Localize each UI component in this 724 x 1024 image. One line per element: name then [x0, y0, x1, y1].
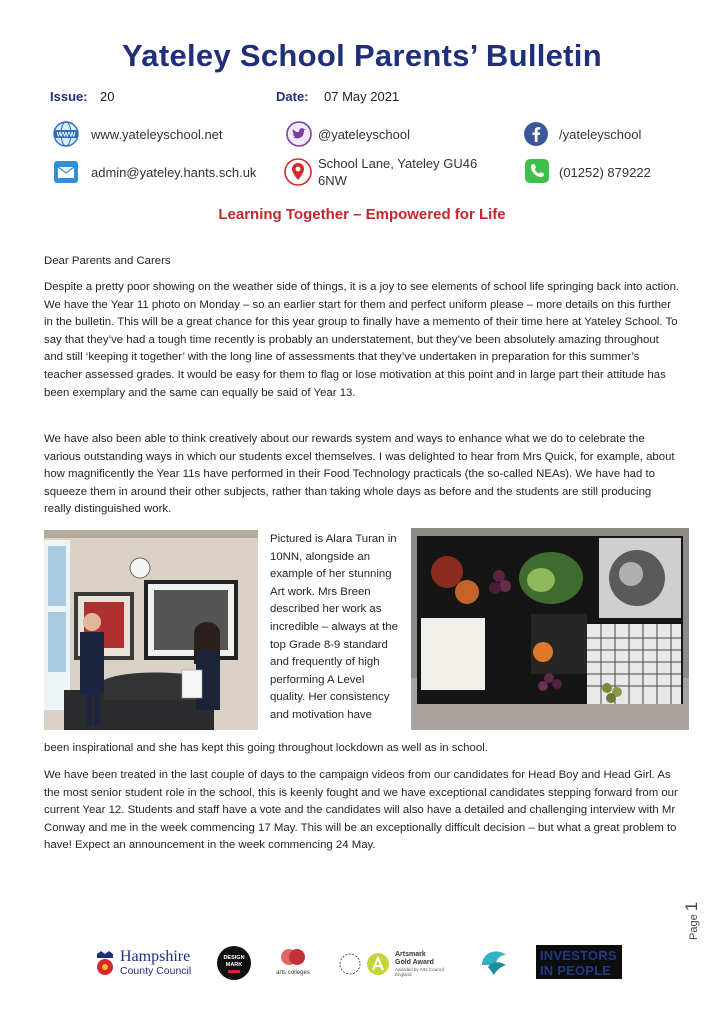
- issue-value: 20: [100, 89, 115, 104]
- paragraph-3: We have been treated in the last couple of days to the campaign videos from our candidates for Head Boy and Head Girl. As the most senior student role in the school, this is keenly fought and we have exceptional candidates stepping forward from our current Year 12. Students and staff have a vote and the candidates will also have a detailed and challenging interview with Mr Conway and me in the week commencing 17 May. This will be an exceptionally difficult decision – but what a great problem to have! Expect an announcement in the week commencing 24 May.: [44, 769, 678, 852]
- twitter-link[interactable]: @yateleyschool: [318, 127, 410, 142]
- facebook-icon: [523, 121, 549, 147]
- phone-number[interactable]: (01252) 879222: [559, 165, 651, 180]
- facebook-link[interactable]: /yateleyschool: [559, 127, 642, 142]
- twitter-icon: [286, 121, 312, 147]
- globe-icon: [53, 121, 79, 147]
- investors-line2: IN PEOPLE: [540, 963, 612, 978]
- arts-colleges-logo: [273, 946, 313, 980]
- artwork-photo: [411, 528, 689, 730]
- bulletin-title: Yateley School Parents’ Bulletin: [122, 38, 602, 73]
- issue-label: Issue:: [50, 89, 88, 104]
- salutation: Dear Parents and Carers: [44, 255, 171, 267]
- paragraph-1: Despite a pretty poor showing on the weather side of things, it is a joy to see elements of school life springing back into action. We have the Year 11 photo on Monday – so an earlier start for them and perfect uniform please – more details on this further in the bulletin. This will be a great chance for this year group to finally have a memento of their time here at Yateley School. To say that they’ve had a tough time recently is probably an understatement, but they’ve been absolutely amazing throughout and still ‘keeping it together’ with the long line of assessments that they’ve undertaken in preparation for this summer’s teacher assessed grades. It would be easy for them to flag or lose motivation at this point and in large part their attitude has been exemplary and the same can equally be said of Year 13.: [44, 281, 680, 399]
- student-photo: [44, 530, 258, 730]
- website-link[interactable]: www.yateleyschool.net: [91, 127, 223, 142]
- arts-colleges-text: arts colleges: [276, 970, 310, 976]
- paragraph-2: We have also been able to think creatively about our rewards system and ways to enhance what we do to celebrate the various outstanding ways in which our students excel themselves. I was delighted to hear from Mrs Quick, for example, about how magnificently the Year 11s have performed in their Food Technology practicals (the so-called NEAs). We have had to squeeze them in around their other subjects, rather than taking whole days as before and the students are still producing really distinguished work.: [44, 433, 675, 516]
- artsmark-line3: Awarded by Arts Council England: [395, 967, 444, 977]
- phone-icon: [525, 159, 549, 183]
- page-number-value: 1: [682, 901, 701, 912]
- teal-partner-logo: [478, 945, 512, 979]
- location-pin-icon: [284, 157, 312, 187]
- hampshire-logo: [94, 948, 204, 978]
- arts-council-circle-icon: [338, 952, 362, 976]
- caption-continued: been inspirational and she has kept this going throughout lockdown as well as in school.: [44, 742, 488, 754]
- artsmark-logo: [338, 950, 444, 978]
- address-text: School Lane, Yateley GU46 6NW: [318, 156, 478, 188]
- date-value: 07 May 2021: [324, 89, 400, 104]
- page-label: Page: [688, 914, 700, 940]
- email-icon: [53, 159, 79, 185]
- hampshire-rose-icon: [94, 950, 116, 976]
- tagline: Learning Together – Empowered for Life: [218, 206, 506, 223]
- hampshire-line1: Hampshire: [120, 948, 191, 965]
- page-number: [682, 902, 702, 940]
- hampshire-line2: County Council: [120, 965, 192, 977]
- artsmark-line1: Artsmark: [395, 951, 426, 958]
- arts-colleges-mark-icon: [280, 946, 306, 968]
- investors-line1: INVESTORS: [540, 948, 617, 963]
- photo-caption: Pictured is Alara Turan in 10NN, alongside an example of her stunning Art work. Mrs Breen described her work as incredible – always at the top Grade 8-9 standard and frequently of high performing A Level quality. Her consistency and motivation have: [270, 533, 398, 721]
- investors-in-people-logo: [536, 945, 622, 979]
- design-mark-logo: [217, 946, 251, 980]
- artsmark-line2: Gold Award: [395, 959, 434, 966]
- email-link[interactable]: admin@yateley.hants.sch.uk: [91, 165, 257, 180]
- artsmark-a-icon: [366, 952, 390, 976]
- www-icon-text: WWW: [56, 131, 76, 139]
- design-mark-text: DESIGN MARK: [223, 955, 245, 968]
- date-label: Date:: [276, 89, 309, 104]
